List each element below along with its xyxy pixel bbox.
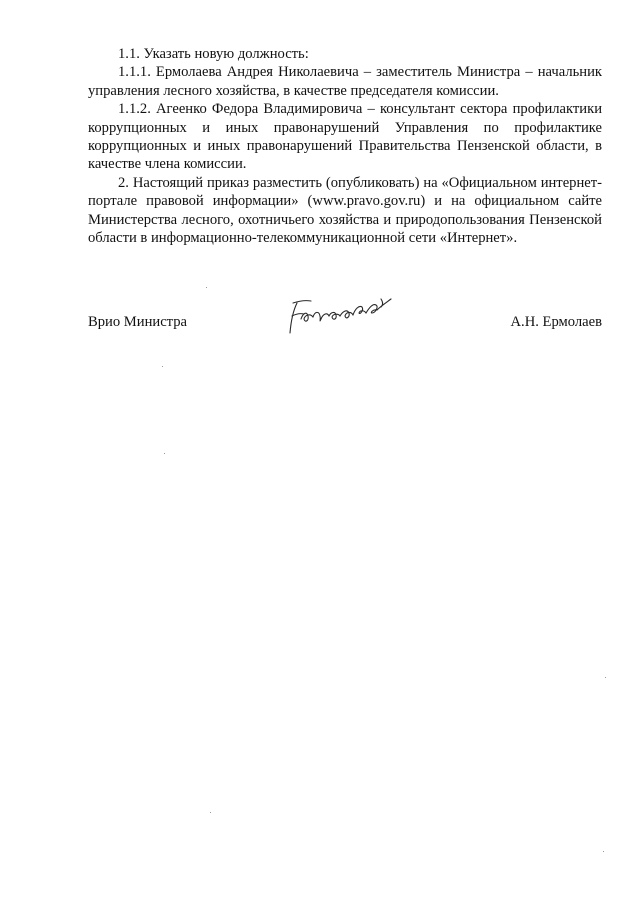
scan-speck bbox=[603, 851, 604, 852]
document-body bbox=[88, 45, 602, 247]
scan-speck bbox=[210, 812, 211, 813]
scan-speck bbox=[605, 677, 606, 678]
signatory-name: А.Н. Ермолаев bbox=[510, 314, 602, 330]
signatory-role: Врио Министра bbox=[88, 314, 187, 330]
paragraph-1-1-1: 1.1.1. Ермолаева Андрея Николаевича – заместитель Министра – начальник управления лесного хозяйства, в качестве председателя комиссии. bbox=[88, 64, 602, 99]
signature-block bbox=[88, 313, 602, 337]
scan-speck bbox=[164, 453, 165, 454]
paragraph-2: 2. Настоящий приказ разместить (опубликовать) на «Официальном интернет-портале правовой информации» (www.pravo.gov.ru) и на официальном сайте Министерства лесного, охотничьего хозяйства и природопользования Пензенской области в информационно-телекоммуникационной сети «Интернет». bbox=[88, 174, 602, 247]
scan-speck bbox=[162, 366, 163, 367]
paragraph-1-1-2: 1.1.2. Агеенко Федора Владимировича – консультант сектора профилактики коррупционных и иных правонарушений Управления по профилактике коррупционных и иных правонарушений Правительства Пензенской области, в качестве члена комиссии. bbox=[88, 101, 602, 173]
handwritten-signature bbox=[283, 289, 403, 339]
paragraph-1-1: 1.1. Указать новую должность: bbox=[118, 46, 309, 62]
scan-speck bbox=[206, 287, 207, 288]
